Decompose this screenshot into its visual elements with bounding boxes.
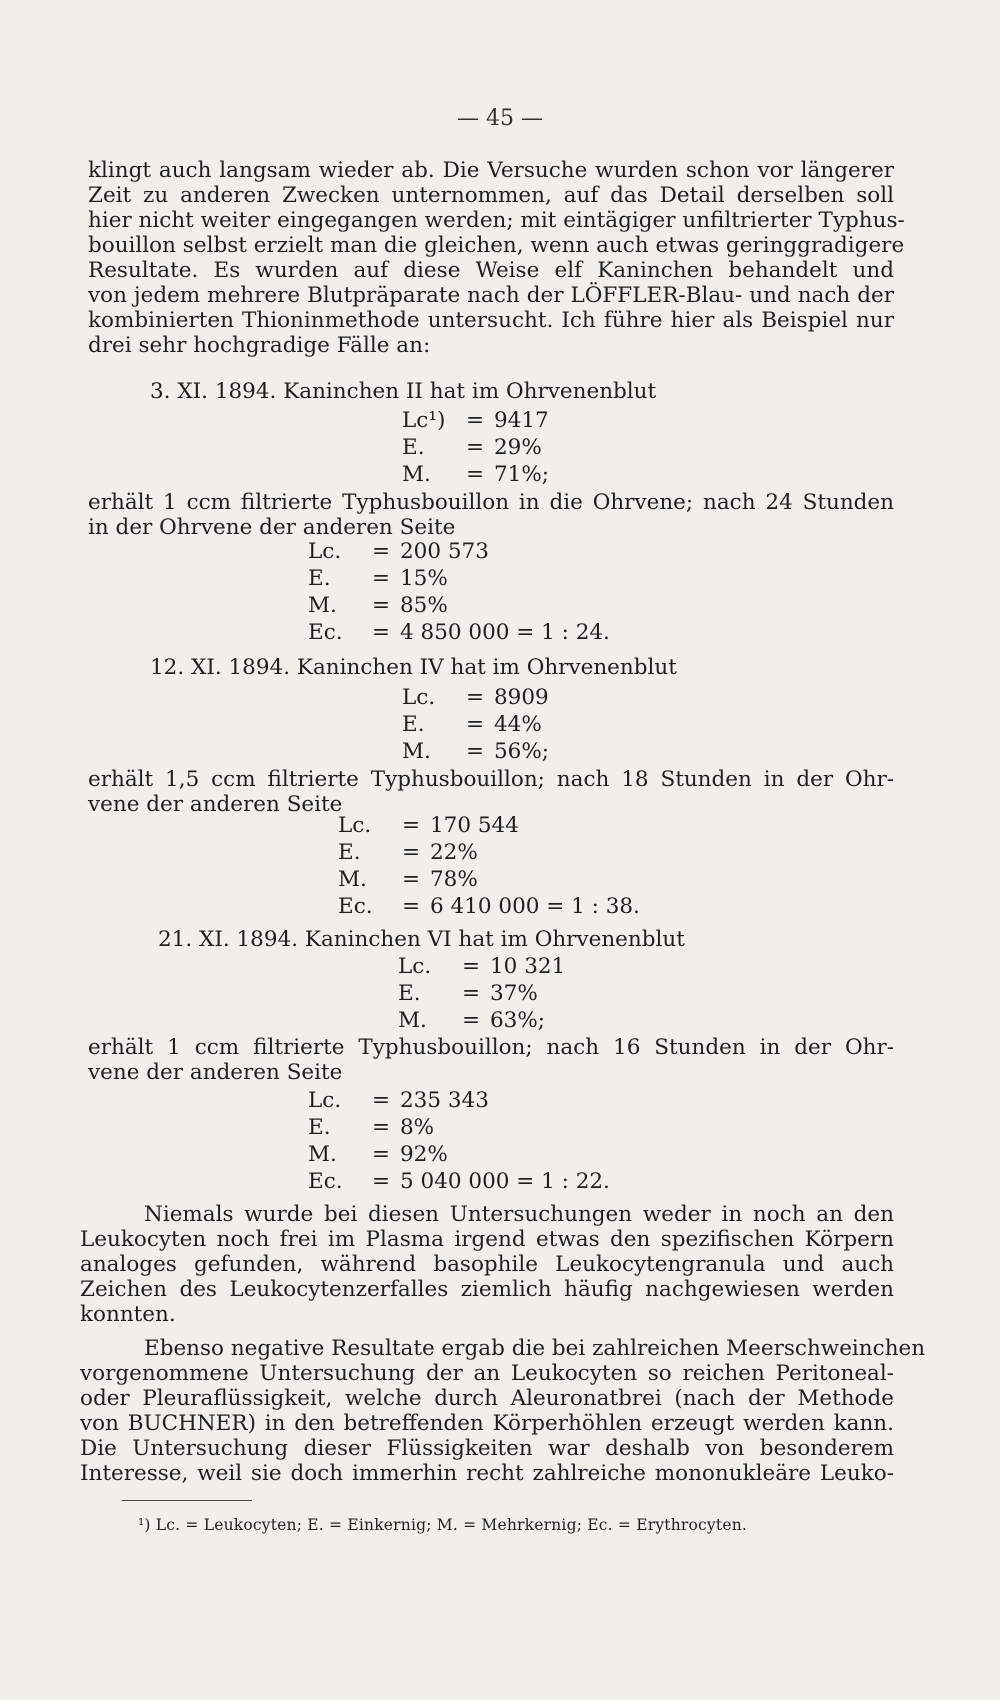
text-line: konnten.: [80, 1302, 176, 1327]
measure-label: E.: [402, 435, 425, 460]
text-line: Leukocyten noch frei im Plasma irgend etwas den spezifischen Körpern: [80, 1227, 894, 1252]
measure-value: 78%: [430, 867, 478, 892]
equals-sign: =: [401, 867, 420, 892]
case1-before-row: [402, 462, 549, 487]
measure-value: 9417: [494, 408, 549, 433]
measure-label: Ec.: [338, 894, 373, 919]
case2-before-row: [402, 712, 542, 737]
text-line: klingt auch langsam wieder ab. Die Versuche wurden schon vor längerer: [88, 158, 894, 183]
measure-value: 22%: [430, 840, 478, 865]
case2-after-row: [338, 840, 478, 865]
case1-heading: 3. XI. 1894. Kaninchen II hat im Ohrvenenblut: [150, 379, 657, 404]
case2-text: [88, 767, 894, 817]
case2-after-row: [338, 894, 640, 919]
text-line: hier nicht weiter eingegangen werden; mit eintägiger unfiltrierter Typhus-: [88, 208, 905, 233]
measure-value: 170 544: [430, 813, 519, 838]
footnote: ¹) Lc. = Leukocyten; E. = Einkernig; M. = Mehrkernig; Ec. = Erythrocyten.: [138, 1516, 748, 1534]
equals-sign: =: [461, 981, 480, 1006]
case1-after-row: [308, 566, 448, 591]
text-line: oder Pleuraflüssigkeit, welche durch Aleuronatbrei (nach der Methode: [80, 1386, 894, 1411]
equals-sign: =: [371, 620, 390, 645]
text-line: analoges gefunden, während basophile Leukocytengranula und auch: [80, 1252, 894, 1277]
text-line: Interesse, weil sie doch immerhin recht zahlreiche mononukleäre Leuko-: [80, 1461, 894, 1486]
measure-value: 92%: [400, 1142, 448, 1167]
equals-sign: =: [465, 712, 484, 737]
ebenso-paragraph: [80, 1336, 926, 1486]
equals-sign: =: [461, 954, 480, 979]
equals-sign: =: [465, 462, 484, 487]
equals-sign: =: [371, 593, 390, 618]
case1-after-row: [308, 539, 489, 564]
measure-label: E.: [308, 1115, 331, 1140]
equals-sign: =: [371, 1142, 390, 1167]
text-line: Zeit zu anderen Zwecken unternommen, auf das Detail derselben soll: [88, 183, 894, 208]
case3-after-row: [308, 1115, 434, 1140]
measure-label: M.: [398, 1008, 427, 1033]
measure-label: Lc.: [338, 813, 372, 838]
equals-sign: =: [465, 435, 484, 460]
measure-value: 56%;: [494, 739, 550, 764]
text-line: von jedem mehrere Blutpräparate nach der LÖFFLER-Blau- und nach der: [88, 283, 894, 308]
text-line: erhält 1 ccm filtrierte Typhusbouillon; nach 16 Stunden in der Ohr-: [88, 1035, 894, 1060]
measure-label: M.: [338, 867, 367, 892]
measure-value: 85%: [400, 593, 448, 618]
measure-label: Lc.: [398, 954, 432, 979]
case3-text: [88, 1035, 894, 1085]
equals-sign: =: [401, 894, 420, 919]
text-line: erhält 1,5 ccm filtrierte Typhusbouillon; nach 18 Stunden in der Ohr-: [88, 767, 894, 792]
case1-before-row: [402, 408, 549, 433]
measure-value: 235 343: [400, 1088, 489, 1113]
case2-before-row: [402, 685, 549, 710]
measure-label: M.: [402, 739, 431, 764]
equals-sign: =: [371, 1115, 390, 1140]
case3-heading: 21. XI. 1894. Kaninchen VI hat im Ohrvenenblut: [158, 927, 685, 952]
case1-text: [88, 490, 894, 540]
case2-after-row: [338, 867, 478, 892]
equals-sign: =: [401, 813, 420, 838]
text-line: Ebenso negative Resultate ergab die bei zahlreichen Meerschweinchen: [144, 1336, 926, 1361]
measure-value: 4 850 000 = 1 : 24.: [400, 620, 610, 645]
measure-value: 29%: [494, 435, 542, 460]
case3-before-row: [398, 954, 565, 979]
text-line: Niemals wurde bei diesen Untersuchungen weder in noch an den: [144, 1202, 894, 1227]
measure-value: 200 573: [400, 539, 489, 564]
case3-before-row: [398, 981, 538, 1006]
measure-label: Ec.: [308, 1169, 343, 1194]
case2-heading: 12. XI. 1894. Kaninchen IV hat im Ohrvenenblut: [150, 655, 677, 680]
page-number: — 45 —: [457, 106, 543, 131]
equals-sign: =: [465, 408, 484, 433]
equals-sign: =: [371, 1169, 390, 1194]
case3-after-row: [308, 1169, 610, 1194]
measure-value: 37%: [490, 981, 538, 1006]
text-line: Resultate. Es wurden auf diese Weise elf Kaninchen behandelt und: [88, 258, 894, 283]
case3-after-row: [308, 1142, 448, 1167]
text-line: in der Ohrvene der anderen Seite: [88, 515, 456, 540]
case1-after-row: [308, 593, 448, 618]
measure-value: 15%: [400, 566, 448, 591]
measure-label: M.: [308, 1142, 337, 1167]
case3-before-row: [398, 1008, 545, 1033]
measure-value: 6 410 000 = 1 : 38.: [430, 894, 640, 919]
equals-sign: =: [371, 539, 390, 564]
measure-label: Lc.: [308, 539, 342, 564]
text-line: von BUCHNER) in den betreffenden Körperhöhlen erzeugt werden kann.: [80, 1411, 894, 1436]
measure-value: 71%;: [494, 462, 550, 487]
text-line: drei sehr hochgradige Fälle an:: [88, 333, 431, 358]
measure-label: M.: [402, 462, 431, 487]
equals-sign: =: [401, 840, 420, 865]
measure-value: 10 321: [490, 954, 566, 979]
text-line: erhält 1 ccm filtrierte Typhusbouillon in die Ohrvene; nach 24 Stunden: [88, 490, 894, 515]
text-line: vene der anderen Seite: [88, 792, 343, 817]
case2-after-row: [338, 813, 519, 838]
text-line: vene der anderen Seite: [88, 1060, 343, 1085]
footnote-rule: [122, 1500, 252, 1501]
text-line: Zeichen des Leukocytenzerfalles ziemlich häufig nachgewiesen werden: [80, 1277, 894, 1302]
measure-label: Lc.: [308, 1088, 342, 1113]
measure-label: E.: [308, 566, 331, 591]
case1-after-row: [308, 620, 610, 645]
measure-value: 44%: [494, 712, 542, 737]
measure-label: Lc.: [402, 685, 436, 710]
case2-before-row: [402, 739, 549, 764]
measure-label: Ec.: [308, 620, 343, 645]
equals-sign: =: [465, 739, 484, 764]
measure-value: 63%;: [490, 1008, 546, 1033]
niemals-paragraph: [80, 1202, 894, 1327]
equals-sign: =: [461, 1008, 480, 1033]
measure-label: M.: [308, 593, 337, 618]
equals-sign: =: [371, 566, 390, 591]
equals-sign: =: [465, 685, 484, 710]
measure-label: E.: [338, 840, 361, 865]
equals-sign: =: [371, 1088, 390, 1113]
text-line: bouillon selbst erzielt man die gleichen, wenn auch etwas geringgradigere: [88, 233, 905, 258]
intro-paragraph: [88, 158, 905, 358]
measure-label: Lc¹): [402, 408, 446, 433]
measure-label: E.: [402, 712, 425, 737]
case3-after-row: [308, 1088, 489, 1113]
measure-value: 8909: [494, 685, 549, 710]
text-line: Die Untersuchung dieser Flüssigkeiten war deshalb von besonderem: [80, 1436, 894, 1461]
text-line: kombinierten Thioninmethode untersucht. Ich führe hier als Beispiel nur: [88, 308, 894, 333]
measure-value: 8%: [400, 1115, 435, 1140]
case1-before-row: [402, 435, 542, 460]
text-line: vorgenommene Untersuchung der an Leukocyten so reichen Peritoneal-: [80, 1361, 894, 1386]
measure-value: 5 040 000 = 1 : 22.: [400, 1169, 610, 1194]
measure-label: E.: [398, 981, 421, 1006]
